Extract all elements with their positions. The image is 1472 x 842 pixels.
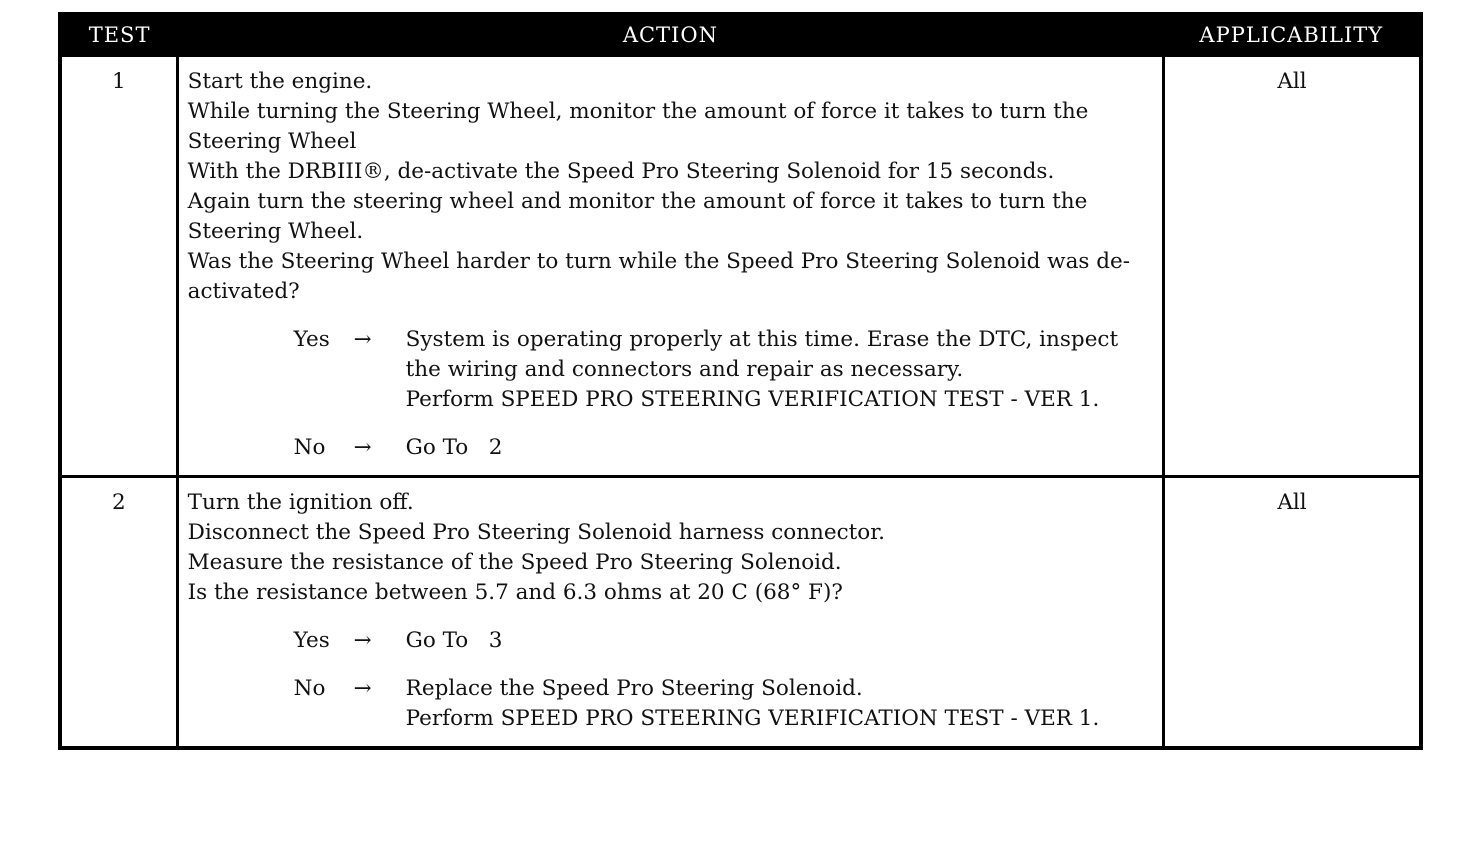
step-line: With the DRBIII®, de-activate the Speed Pro Steering Solenoid for 15 seconds. bbox=[187, 159, 1055, 184]
outcome-line: Perform SPEED PRO STEERING VERIFICATION TEST - VER 1. bbox=[405, 387, 1100, 412]
outcome-no bbox=[188, 433, 1154, 463]
header-applicability: APPLICABILITY bbox=[1164, 14, 1421, 56]
applicability-cell: All bbox=[1164, 477, 1421, 749]
right-arrow-icon: → bbox=[353, 628, 372, 653]
outcome-label: Yes bbox=[293, 327, 330, 352]
outcome-yes bbox=[188, 325, 1154, 415]
outcome-label: No bbox=[293, 435, 326, 460]
action-cell bbox=[177, 477, 1163, 749]
outcome-line: System is operating properly at this time. Erase the DTC, inspect the wiring and connectors and repair as necessary. bbox=[405, 327, 1119, 382]
step-line: Start the engine. bbox=[187, 69, 373, 94]
step-line: Measure the resistance of the Speed Pro Steering Solenoid. bbox=[187, 550, 842, 575]
table-row bbox=[60, 56, 1421, 477]
outcome-line: Perform SPEED PRO STEERING VERIFICATION TEST - VER 1. bbox=[405, 706, 1100, 731]
right-arrow-icon: → bbox=[353, 327, 372, 352]
outcomes bbox=[188, 325, 1154, 463]
outcome-yes bbox=[188, 626, 1154, 656]
test-number: 2 bbox=[60, 477, 177, 749]
header-action: ACTION bbox=[177, 14, 1163, 56]
outcomes bbox=[188, 626, 1154, 734]
header-test: TEST bbox=[60, 14, 177, 56]
step-line: Turn the ignition off. bbox=[187, 490, 414, 515]
outcome-text bbox=[406, 626, 1154, 656]
outcome-text bbox=[406, 674, 1154, 734]
outcome-text bbox=[406, 325, 1154, 415]
step-line: Is the resistance between 5.7 and 6.3 ohms at 20 C (68° F)? bbox=[187, 580, 843, 605]
step-line: Disconnect the Speed Pro Steering Solenoid harness connector. bbox=[187, 520, 885, 545]
diagnostic-test-table bbox=[58, 12, 1423, 750]
step-line: Was the Steering Wheel harder to turn while the Speed Pro Steering Solenoid was de-activated? bbox=[187, 249, 1131, 304]
outcome-label: Yes bbox=[293, 628, 330, 653]
step-line: While turning the Steering Wheel, monitor the amount of force it takes to turn the Steering Wheel bbox=[187, 99, 1089, 154]
applicability-cell: All bbox=[1164, 56, 1421, 477]
table-row bbox=[60, 477, 1421, 749]
outcome-line: Go To 3 bbox=[405, 628, 503, 653]
test-number: 1 bbox=[60, 56, 177, 477]
outcome-line: Go To 2 bbox=[405, 435, 503, 460]
outcome-text bbox=[406, 433, 1154, 463]
outcome-line: Replace the Speed Pro Steering Solenoid. bbox=[405, 676, 863, 701]
step-line: Again turn the steering wheel and monitor the amount of force it takes to turn the Steering Wheel. bbox=[187, 189, 1088, 244]
outcome-label: No bbox=[293, 676, 326, 701]
action-cell bbox=[177, 56, 1163, 477]
right-arrow-icon: → bbox=[353, 435, 372, 460]
outcome-no bbox=[188, 674, 1154, 734]
right-arrow-icon: → bbox=[353, 676, 372, 701]
table-header-row bbox=[60, 14, 1421, 56]
